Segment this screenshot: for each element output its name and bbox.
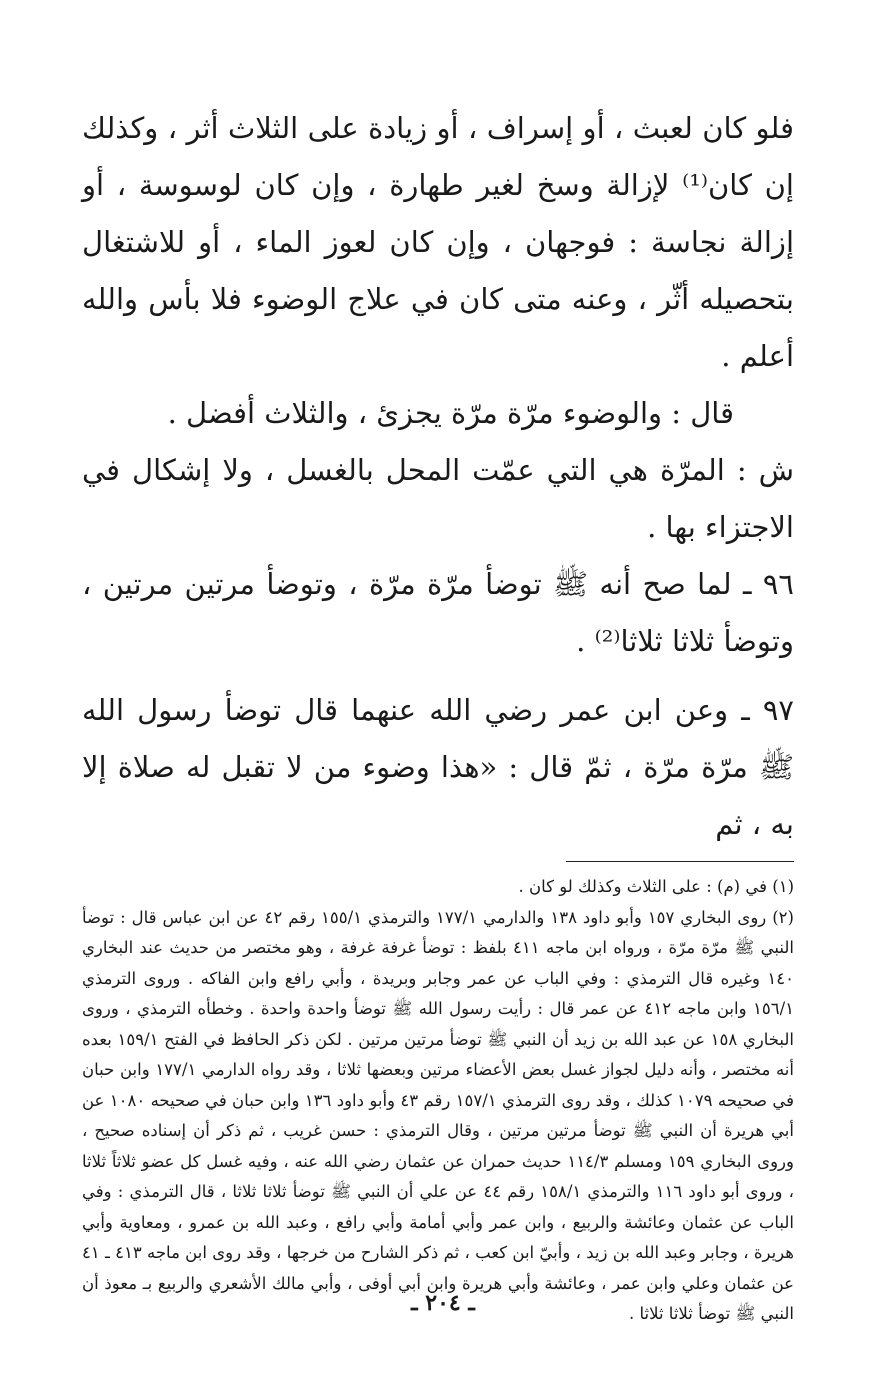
- main-paragraph-3: ش : المرّة هي التي عمّت المحل بالغسل ، ولا إشكال في الاجتزاء بها .: [82, 453, 794, 544]
- main-text: [82, 100, 794, 853]
- hadith-96: ٩٦ ـ لما صح أنه ﷺ توضأ مرّة مرّة ، وتوضأ مرتين مرتين ، وتوضأ ثلاثا ثلاثا⁽²⁾ .: [82, 567, 794, 658]
- main-paragraph-2: قال : والوضوء مرّة مرّة يجزئ ، والثلاث أفضل .: [167, 396, 734, 430]
- document-page: [82, 100, 794, 1390]
- hadith-97: ٩٧ ـ وعن ابن عمر رضي الله عنهما قال توضأ رسول الله ﷺ مرّة مرّة ، ثمّ قال : «هذا وضوء من لا تقبل له صلاة إلا به ، ثم: [82, 693, 794, 841]
- footnote-1: (١) في (م) : على الثلاث وكذلك لو كان .: [518, 877, 794, 896]
- page-number: ـ ٢٠٤ ـ: [411, 1290, 475, 1316]
- footnote-2: (٢) روى البخاري ١٥٧ وأبو داود ١٣٨ والدارمي ١٧٧/١ والترمذي ١٥٥/١ رقم ٤٢ عن ابن عباس قال : توضأ النبي ﷺ مرّة مرّة ، ورواه ابن ماجه ٤١١ بلفظ : توضأ غرفة غرفة ، وهو مختصر من حديث عند البخاري ١٤٠ وغيره قال الترمذي : وفي الباب عن عمر وجابر وبريدة ، وأبي رافع وابن الفاكه . وروى الترمذي ١٥٦/١ وابن ماجه ٤١٢ عن عمر قال : رأيت رسول الله ﷺ توضأ واحدة واحدة . وخطأه الترمذي ، وروى البخاري ١٥٨ عن عبد الله بن زيد أن النبي ﷺ توضأ مرتين مرتين . لكن ذكر الحافظ في الفتح ١٥٩/١ بعده أنه مختصر ، وأنه دليل لجواز غسل بعض الأعضاء مرتين وبعضها ثلاثا ، وقد رواه الدارمي ١٧٧/١ وابن حبان في صحيحه ١٠٧٩ كذلك ، وقد روى الترمذي ١٥٧/١ رقم ٤٣ وأبو داود ١٣٦ وابن حبان في صحيحه ١٠٨٠ عن أبي هريرة أن النبي ﷺ توضأ مرتين مرتين ، وقال الترمذي : حسن غريب ، ثم ذكر أن إسناده صحيح ، وروى البخاري ١٥٩ ومسلم ١١٤/٣ حديث حمران عن عثمان رضي الله عنه ، وفيه غسل كل عضو ثلاثاً ثلاثا ، وروى أبو داود ١١٦ والترمذي ١٥٨/١ رقم ٤٤ عن علي أن النبي ﷺ توضأ ثلاثا ثلاثا ، قال الترمذي : وفي الباب عن عثمان وعائشة والربيع ، وابن عمر وأبي أمامة وأبي رافع ، وعبد الله بن عمرو ، ومعاوية وأبي هريرة ، وجابر وعبد الله بن زيد ، وأبيّ ابن كعب ، ثم ذكر الشارح من خرجها ، وقد روى ابن ماجه ٤١٣ ـ ٤١ عن عثمان وعلي وابن عمر ، وعائشة وأبي هريرة وابن أبي أوفى ، وأبي مالك الأشعري والربيع بـ معوذ أن النبي ﷺ توضأ ثلاثا ثلاثا .: [82, 907, 795, 1323]
- footnotes: [82, 872, 794, 1330]
- main-paragraph-1: فلو كان لعبث ، أو إسراف ، أو زيادة على الثلاث أثر ، وكذلك إن كان⁽¹⁾ لإزالة وسخ لغير طهارة ، وإن كان لوسوسة ، أو إزالة نجاسة : فوجهان ، وإن كان لعوز الماء ، أو للاشتغال بتحصيله أثّر ، وعنه متى كان في علاج الوضوء فلا بأس والله أعلم .: [82, 111, 794, 373]
- footnote-separator: [566, 861, 794, 862]
